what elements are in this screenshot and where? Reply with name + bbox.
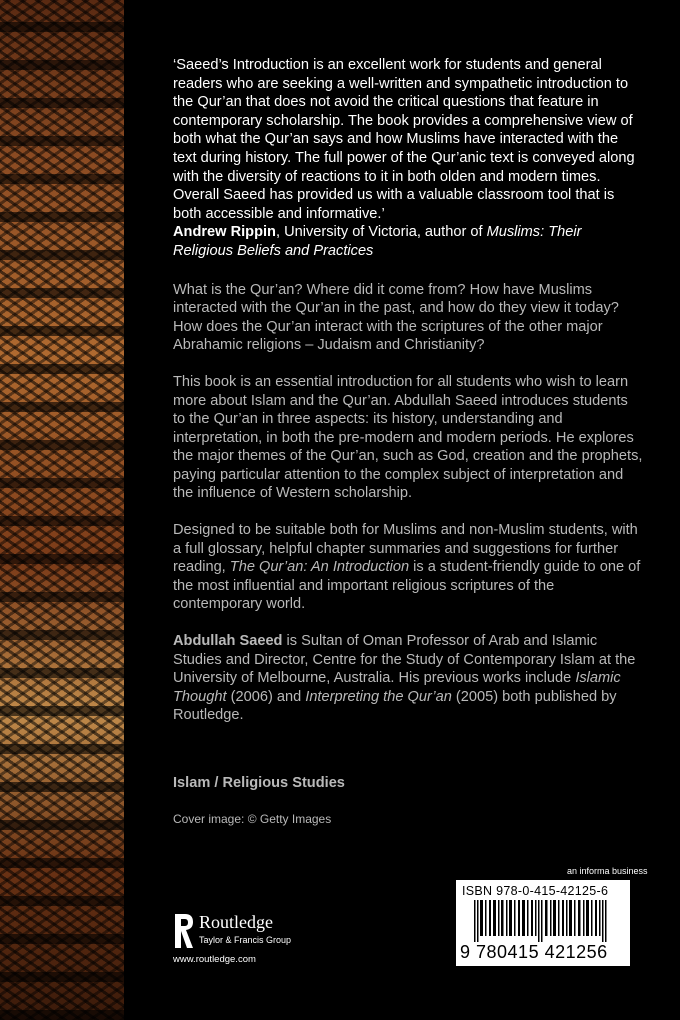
author-bio-a: is Sultan of Oman Professor of Arab and Islamic Studies and Director, Centre for the Study of Contemporary Islam at the University of Melbourne, Australia. His previous works include xyxy=(173,633,636,687)
publisher-url[interactable]: www.routledge.com xyxy=(173,954,256,965)
description-paragraph-3 xyxy=(173,521,643,614)
back-cover-text xyxy=(173,56,643,725)
author-work-1: Islamic Thought xyxy=(173,670,621,705)
publisher-group: Taylor & Francis Group xyxy=(199,935,292,945)
reviewer-affiliation: , University of Victoria, author of xyxy=(275,224,487,241)
author-name: Abdullah Saeed xyxy=(173,633,283,650)
subject-category: Islam / Religious Studies xyxy=(173,775,345,791)
book-title: The Qur’an: An Introduction xyxy=(229,559,410,576)
cover-credit: Cover image: © Getty Images xyxy=(173,812,332,826)
barcode-digits: 9 780415 421256 xyxy=(460,942,608,962)
description-paragraph-2: This book is an essential introduction for all students who wish to learn more about Islam and the Qur’an. Abdullah Saeed introduces students to the Qur’an in three aspects: its history, understanding and interpretation, in both the pre-modern and modern periods. He explores the major themes of the Qur’an, such as God, creation and the prophets, paying particular attention to the complex subject of interpretation and the influence of Western scholarship. xyxy=(173,373,643,502)
description-p3-a: Designed to be suitable both for Muslims and non-Muslim students, with a full glossary, helpful chapter summaries and suggestions for further reading, xyxy=(173,522,638,576)
review-quote xyxy=(173,56,643,261)
routledge-logo-icon xyxy=(173,912,195,950)
description-paragraph-1: What is the Qur’an? Where did it come from? How have Muslims interacted with the Qur’an in the past, and how do they view it today? How does the Qur’an interact with the scriptures of the other major Abrahamic religions – Judaism and Christianity? xyxy=(173,281,619,354)
cover-pattern-image xyxy=(0,0,124,1020)
author-bio xyxy=(173,632,643,725)
review-quote-text: ‘Saeed’s Introduction is an excellent work for students and general readers who are seeking a well-written and sympathetic introduction to the Qur’an that does not avoid the critical questions that feature in contemporary scholarship. The book provides a comprehensive view of both what the Qur’an says and how Muslims have interacted with the text during history. The full power of the Qur’anic text is conveyed along with the diversity of reactions to it in both olden and modern times. Overall Saeed has provided us with a valuable classroom tool that is both accessible and informative.’ xyxy=(173,57,635,222)
publisher-name: Routledge xyxy=(199,912,273,932)
description-p3-b: is a student-friendly guide to one of the most influential and important religious scriptures of the contemporary world. xyxy=(173,559,641,613)
informa-tagline: an informa business xyxy=(567,866,648,876)
reviewer-work: Muslims: Their Religious Beliefs and Practices xyxy=(173,224,582,259)
author-bio-b: (2006) and xyxy=(226,688,306,705)
isbn-number: ISBN 978-0-415-42125-6 xyxy=(462,884,609,898)
author-work-2: Interpreting the Qur’an xyxy=(305,688,452,705)
isbn-barcode xyxy=(456,880,630,966)
author-bio-c: (2005) both published by Routledge. xyxy=(173,688,617,724)
barcode-icon xyxy=(464,900,622,942)
reviewer-name: Andrew Rippin xyxy=(173,224,276,241)
